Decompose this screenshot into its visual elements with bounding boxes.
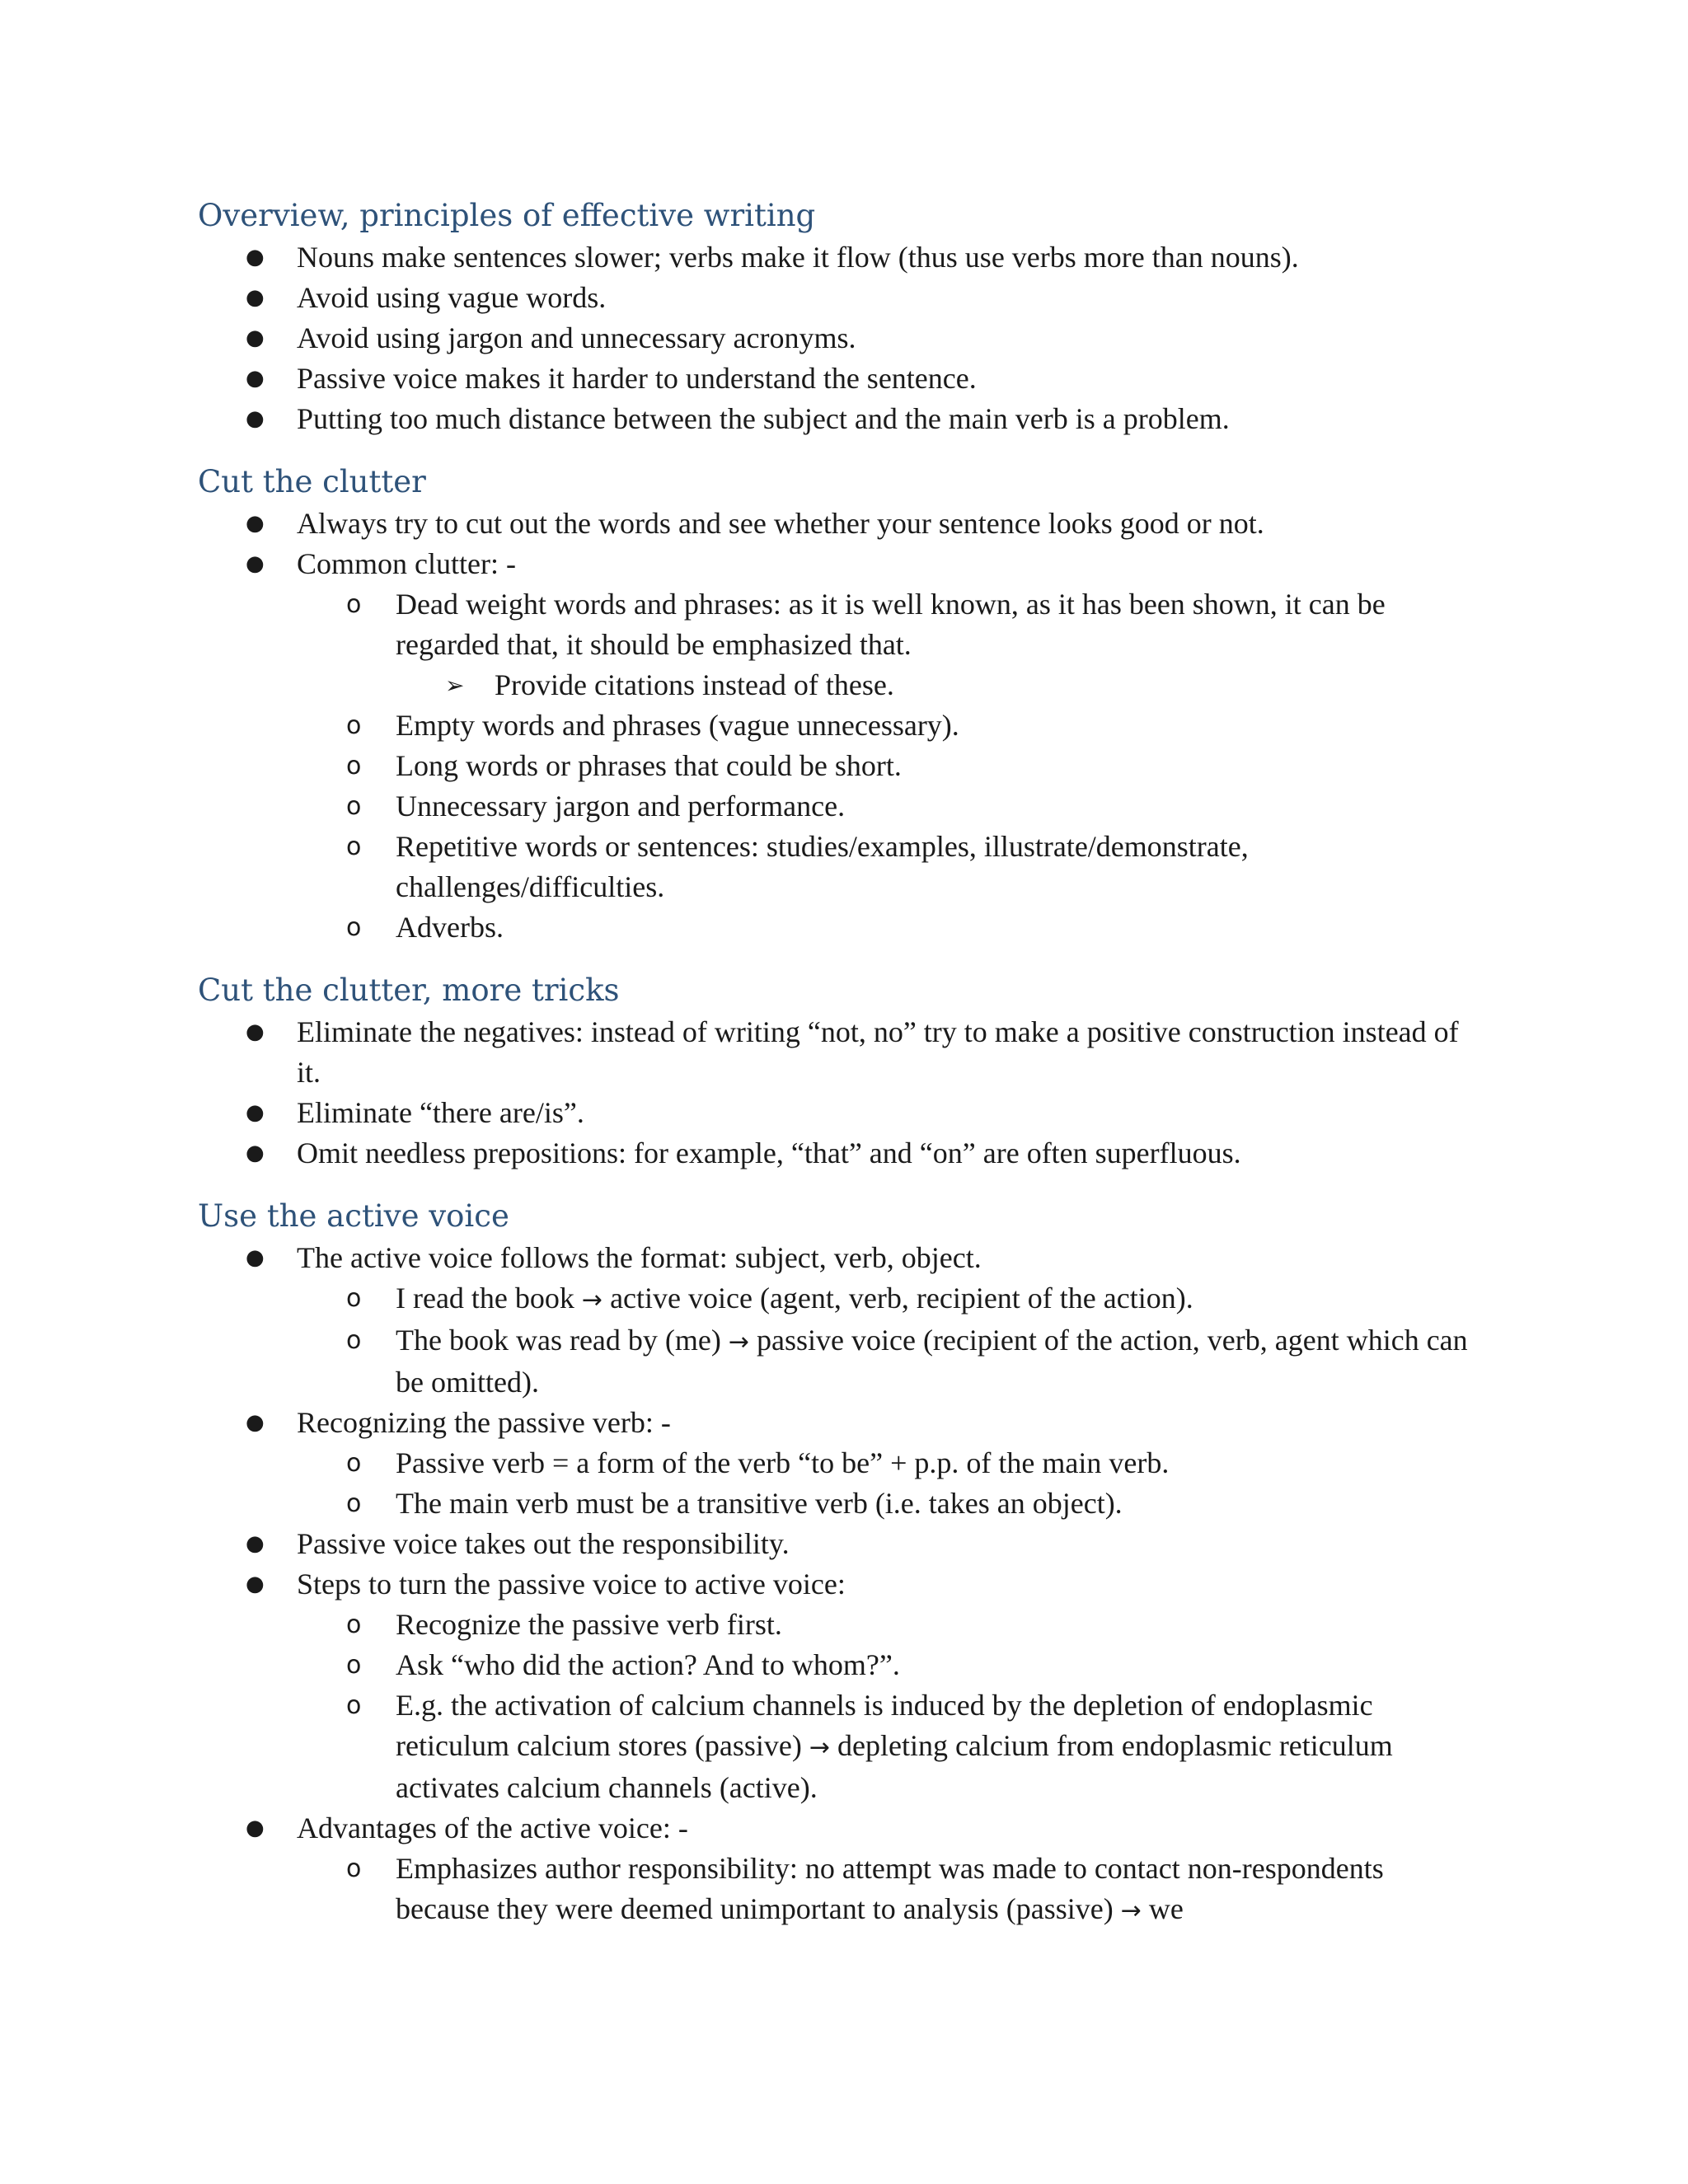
sub-list-item: o The book was read by (me) → passive voice (recipient of the action, verb, agent which can be omitted). <box>198 1320 1484 1403</box>
bullet-circle-icon: o <box>346 752 362 780</box>
sub-list-item: o Repetitive words or sentences: studies/examples, illustrate/demonstrate, challenges/difficulties. <box>198 827 1484 907</box>
right-arrow-icon: → <box>809 1733 830 1762</box>
bullet-dot-icon: ● <box>246 285 265 310</box>
sub-list-item: o Empty words and phrases (vague unnecessary). <box>198 705 1484 746</box>
sub-list-item: o Unnecessary jargon and performance. <box>198 786 1484 827</box>
bullet-circle-icon: o <box>346 1326 362 1355</box>
sub-list-item: o I read the book → active voice (agent, verb, recipient of the action). <box>198 1278 1484 1320</box>
bullet-dot-icon: ● <box>246 245 265 269</box>
sub-list-item: o Dead weight words and phrases: as it is well known, as it has been shown, it can be regarded that, it should be emphasized that. <box>198 584 1484 665</box>
list-item: ● Nouns make sentences slower; verbs make it flow (thus use verbs more than nouns). <box>198 237 1484 278</box>
bullet-dot-icon: ● <box>246 551 265 576</box>
bullet-circle-icon: o <box>346 792 362 821</box>
list-item: ● Omit needless prepositions: for example, “that” and “on” are often superfluous. <box>198 1133 1484 1174</box>
list-item: ● Passive voice makes it harder to understand the sentence. <box>198 359 1484 399</box>
bullet-dot-icon: ● <box>246 511 265 536</box>
bullet-dot-icon: ● <box>246 326 265 350</box>
sub-list-item: o Ask “who did the action? And to whom?”. <box>198 1645 1484 1685</box>
bullet-dot-icon: ● <box>246 1531 265 1556</box>
list-item: ● Putting too much distance between the subject and the main verb is a problem. <box>198 399 1484 439</box>
bullet-list <box>198 1238 1484 1931</box>
bullet-circle-icon: o <box>346 1854 362 1883</box>
sub-list-item: o E.g. the activation of calcium channels is induced by the depletion of endoplasmic reticulum calcium stores (passive) → depleting calcium from endoplasmic reticulum activates calcium channels (active). <box>198 1685 1484 1808</box>
sub-list-item: o Adverbs. <box>198 907 1484 948</box>
bullet-dot-icon: ● <box>246 1816 265 1840</box>
bullet-circle-icon: o <box>346 711 362 740</box>
bullet-dot-icon: ● <box>246 1572 265 1596</box>
bullet-dot-icon: ● <box>246 1019 265 1044</box>
bullet-dot-icon: ● <box>246 406 265 431</box>
sub-list-item: o Long words or phrases that could be short. <box>198 746 1484 786</box>
list-item: ● Advantages of the active voice: - <box>198 1808 1484 1849</box>
bullet-dot-icon: ● <box>246 366 265 391</box>
section-cut-the-clutter <box>198 462 1484 948</box>
list-item: ● Always try to cut out the words and see whether your sentence looks good or not. <box>198 504 1484 544</box>
bullet-circle-icon: o <box>346 1284 362 1313</box>
list-item: ● Common clutter: - <box>198 544 1484 584</box>
sub-sub-list-item: ➢ Provide citations instead of these. <box>198 665 1484 705</box>
section-heading: Overview, principles of effective writing <box>198 198 816 233</box>
section-heading: Cut the clutter <box>198 464 426 499</box>
bullet-circle-icon: o <box>346 832 362 861</box>
section-heading: Cut the clutter, more tricks <box>198 972 620 1008</box>
list-item: ● Recognizing the passive verb: - <box>198 1403 1484 1443</box>
sub-list-item: o Emphasizes author responsibility: no attempt was made to contact non-respondents because they were deemed unimportant to analysis (passive) → we <box>198 1849 1484 1931</box>
bullet-circle-icon: o <box>346 1449 362 1478</box>
sub-list-item: o Passive verb = a form of the verb “to be” + p.p. of the main verb. <box>198 1443 1484 1483</box>
document-body <box>198 196 1484 1954</box>
right-arrow-icon: → <box>581 1286 603 1315</box>
bullet-dot-icon: ● <box>246 1410 265 1435</box>
section-heading: Use the active voice <box>198 1198 509 1234</box>
section-active-voice <box>198 1197 1484 1931</box>
bullet-arrowhead-icon: ➢ <box>445 672 465 699</box>
list-item: ● Avoid using vague words. <box>198 278 1484 318</box>
bullet-dot-icon: ● <box>246 1245 265 1270</box>
bullet-dot-icon: ● <box>246 1100 265 1125</box>
sub-list-item: o The main verb must be a transitive verb (i.e. takes an object). <box>198 1483 1484 1524</box>
bullet-circle-icon: o <box>346 1691 362 1720</box>
bullet-circle-icon: o <box>346 1651 362 1680</box>
list-item: ● Steps to turn the passive voice to active voice: <box>198 1564 1484 1605</box>
list-item: ● The active voice follows the format: subject, verb, object. <box>198 1238 1484 1278</box>
bullet-circle-icon: o <box>346 913 362 942</box>
right-arrow-icon: → <box>728 1328 749 1357</box>
section-more-tricks <box>198 971 1484 1174</box>
list-item: ● Eliminate the negatives: instead of writing “not, no” try to make a positive construction instead of it. <box>198 1012 1484 1093</box>
list-item: ● Avoid using jargon and unnecessary acronyms. <box>198 318 1484 359</box>
list-item: ● Eliminate “there are/is”. <box>198 1093 1484 1133</box>
bullet-circle-icon: o <box>346 590 362 619</box>
bullet-list <box>198 1012 1484 1174</box>
bullet-circle-icon: o <box>346 1489 362 1518</box>
bullet-circle-icon: o <box>346 1610 362 1639</box>
section-overview <box>198 196 1484 439</box>
bullet-dot-icon: ● <box>246 1141 265 1165</box>
list-item: ● Passive voice takes out the responsibility. <box>198 1524 1484 1564</box>
bullet-list <box>198 504 1484 948</box>
bullet-list <box>198 237 1484 439</box>
sub-list-item: o Recognize the passive verb first. <box>198 1605 1484 1645</box>
right-arrow-icon: → <box>1120 1896 1142 1925</box>
